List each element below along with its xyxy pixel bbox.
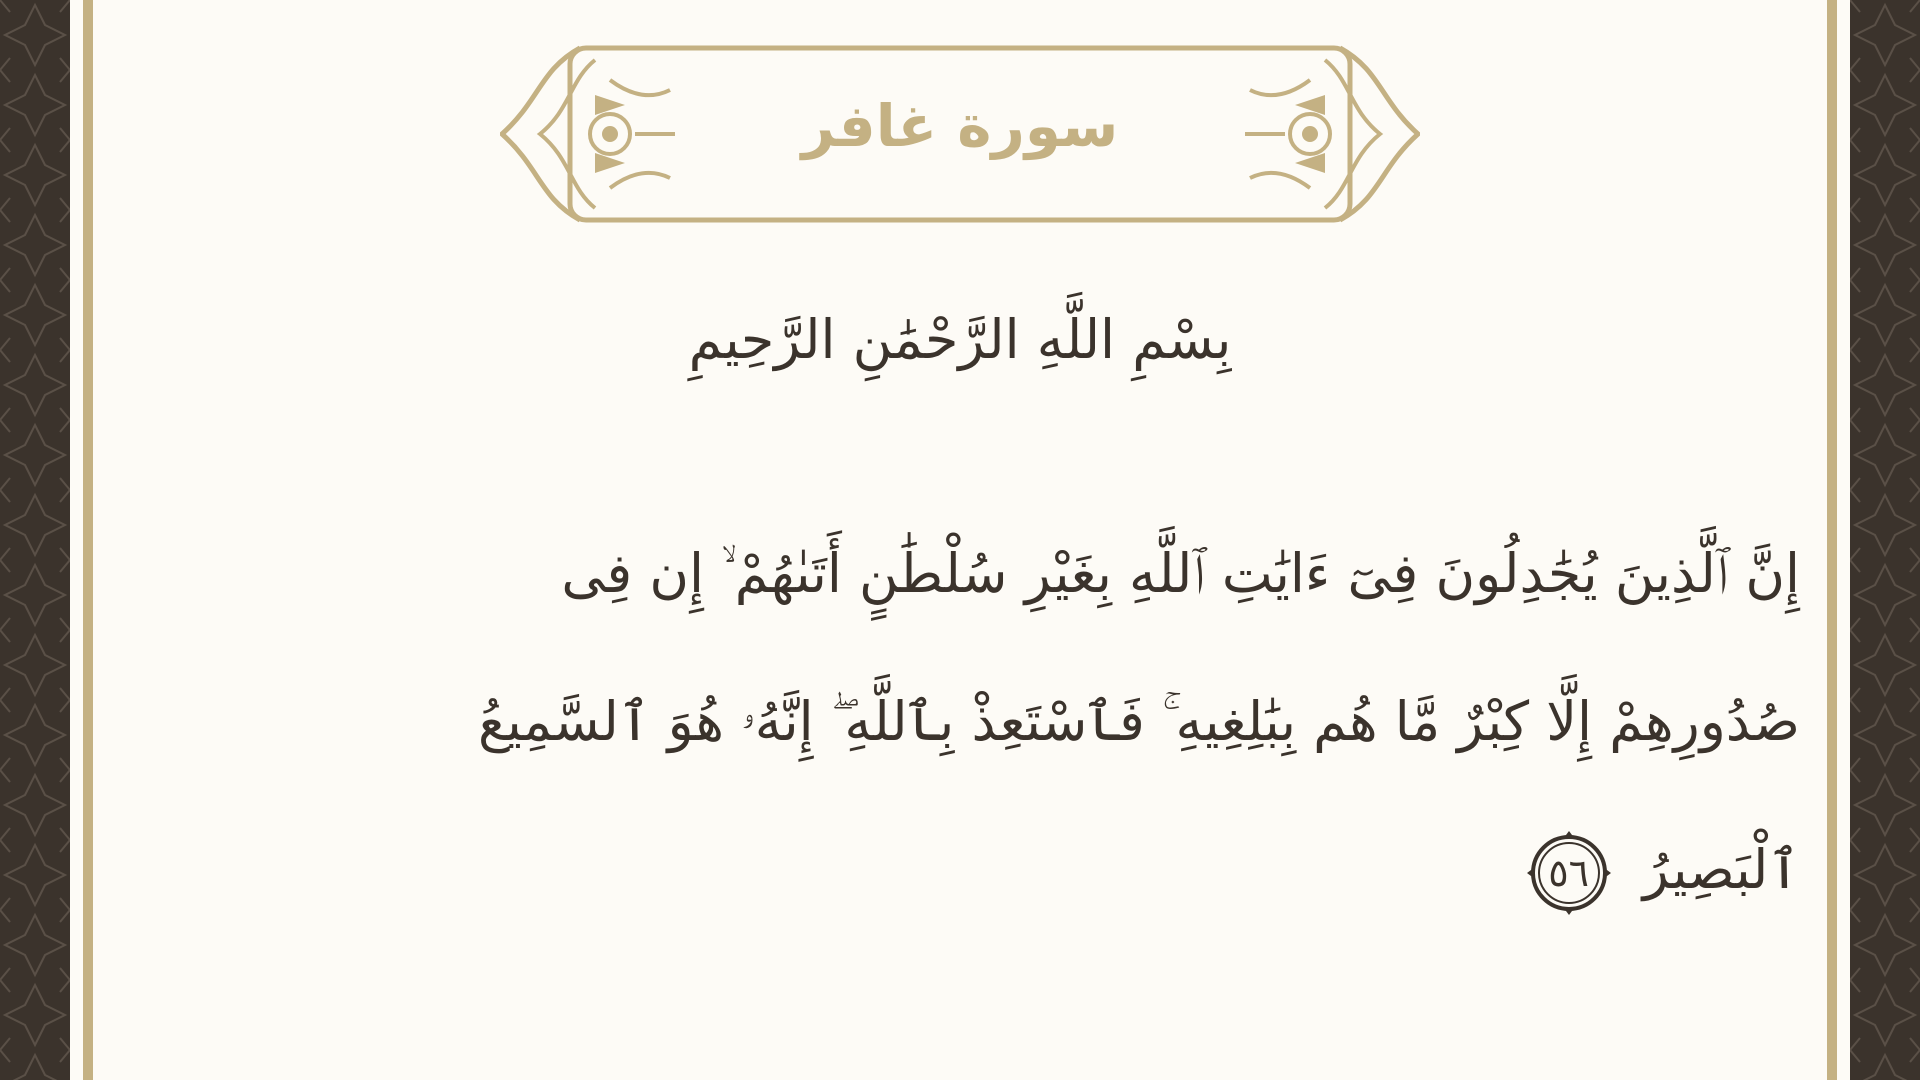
left-pattern-border [0,0,70,1080]
verse-text [320,500,1800,944]
surah-title: سورة غافر [801,92,1119,160]
right-gold-rule [1827,0,1837,1080]
verse-line-1: إِنَّ ٱلَّذِينَ يُجَٰدِلُونَ فِىٓ ءَايَٰتِ ٱللَّهِ بِغَيْرِ سُلْطَٰنٍ أَتَىٰهُمْ ۙ إِن فِى [561,542,1800,605]
verse-line-2: صُدُورِهِمْ إِلَّا كِبْرٌ مَّا هُم بِبَٰلِغِيهِ ۚ فَٱسْتَعِذْ بِٱللَّهِ ۖ إِنَّهُۥ هُوَ ٱلسَّمِيعُ [477,690,1800,753]
left-gold-rule [83,0,93,1080]
verse-line-3 [320,796,1800,944]
surah-title-cartouche [500,40,1420,230]
verse-line-3-text: ٱلْبَصِيرُ [1642,838,1800,901]
ayah-number-marker [1525,829,1613,917]
ayah-number: ٥٦ [1548,851,1590,896]
basmala: بِسْمِ اللَّهِ الرَّحْمَٰنِ الرَّحِيمِ [688,308,1232,371]
right-pattern-border [1850,0,1920,1080]
